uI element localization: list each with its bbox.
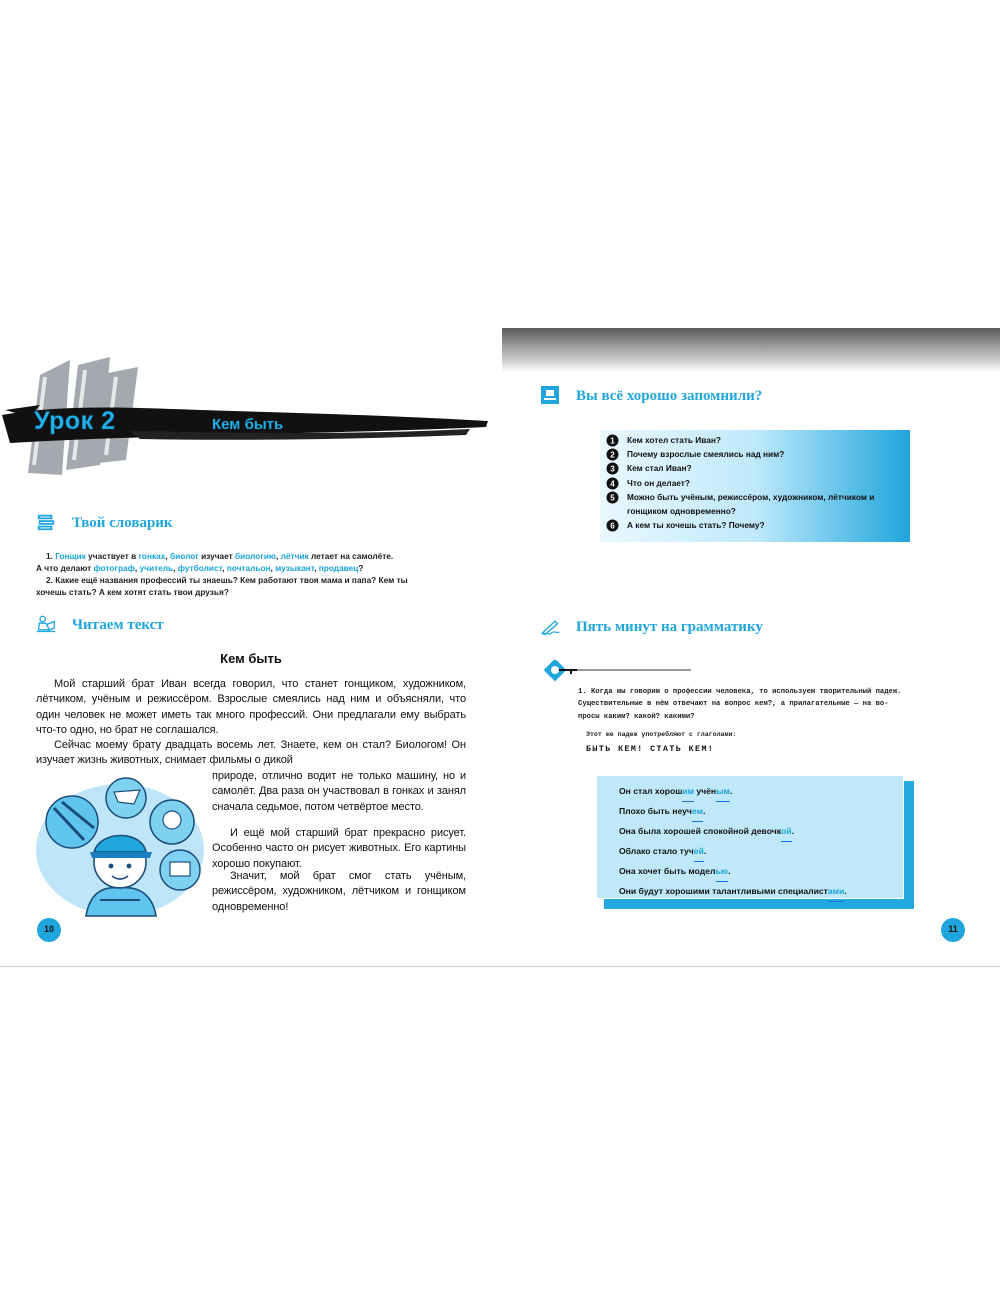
text-run: , <box>173 563 178 573</box>
question-number: 6 <box>610 521 615 531</box>
fill-in-blank[interactable]: им <box>682 782 694 802</box>
fill-in-blank[interactable]: ами <box>828 882 844 902</box>
fill-in-blank[interactable]: ым <box>716 782 730 802</box>
review-question <box>606 518 901 532</box>
question-number-badge <box>606 462 619 475</box>
review-question <box>606 476 901 490</box>
question-number-badge <box>606 448 619 461</box>
highlighted-word: футболист <box>177 563 223 573</box>
fill-in-blank[interactable]: ью <box>716 862 729 882</box>
sentence-text: . <box>702 806 706 816</box>
highlighted-word: продавец <box>318 563 359 573</box>
grammar-sentence <box>619 802 899 822</box>
pen-writing-icon <box>540 617 560 637</box>
question-text: Почему взрослые смеялись над ним? <box>627 449 785 460</box>
fill-in-blank[interactable]: ой <box>781 822 792 842</box>
sentence-text: . <box>791 826 794 836</box>
highlighted-word: музыкант <box>275 563 315 573</box>
vocab-line-3: 2. Какие ещё названия профессий ты знаешь? Кем работают твоя мама и папа? Кем ты <box>46 575 408 585</box>
question-number: 1 <box>610 436 615 446</box>
question-text: А кем ты хочешь стать? Почему? <box>627 520 765 531</box>
grammar-sentence <box>619 882 899 902</box>
question-number: 4 <box>610 478 615 488</box>
text-run: , <box>134 563 140 573</box>
vocab-line-4: хочешь стать? А кем хотят стать твои друзья? <box>36 587 229 597</box>
grammar-sentence <box>619 842 899 862</box>
text-run: , <box>165 551 171 561</box>
text-run: , <box>314 563 319 573</box>
sentence-text: Облако стало туч <box>619 846 694 856</box>
grammar-sentence <box>619 862 899 882</box>
review-question <box>606 447 901 461</box>
reading-paragraph-2-top: Сейчас моему брату двадцать восемь лет. Знаете, кем он стал? Биологом! Он изучает жизнь животных, снимает фильмы о дикой <box>36 739 466 767</box>
sentence-text: . <box>844 886 847 896</box>
sentence-text: . <box>728 866 731 876</box>
highlighted-word: учитель <box>139 563 174 573</box>
question-number: 2 <box>610 450 615 460</box>
grammar-note: Этот же падеж употребляют с глаголами: <box>586 731 737 738</box>
highlighted-word: гонках <box>138 551 166 561</box>
review-question <box>606 433 901 447</box>
text-run: ? <box>358 563 364 573</box>
grammar-sentence <box>619 782 899 802</box>
highlighted-word: биолог <box>170 551 199 561</box>
reading-header: Читаем текст <box>72 617 164 633</box>
page-number-left: 10 <box>36 917 62 943</box>
reading-child-icon <box>36 614 56 634</box>
question-number-badge <box>606 491 619 504</box>
text-run: , <box>276 551 281 561</box>
sentence-text: . <box>729 786 733 796</box>
grammar-rule-line-1: 1. Когда мы говорим о профессии человека, то используем творительный падеж. <box>578 688 902 696</box>
text-run: 1. <box>46 551 56 561</box>
vocab-line-1 <box>36 550 476 562</box>
question-text: Кем стал Иван? <box>627 463 692 474</box>
books-icon <box>36 512 56 532</box>
grammar-sentence <box>619 822 899 842</box>
right-page-header-band <box>502 328 1000 372</box>
question-text: Что он делает? <box>627 477 690 488</box>
vocab-header: Твой словарик <box>72 515 173 531</box>
sentence-text: учён <box>694 786 717 796</box>
text-run: изучает <box>198 551 236 561</box>
grammar-rule-line-2: Существительные в нём отвечают на вопрос кем?, а прилагательные — на во- <box>578 700 889 709</box>
question-number-badge <box>606 519 619 532</box>
grammar-sentences-list <box>619 782 899 902</box>
grammar-verbs: БЫТЬ КЕМ! СТАТЬ КЕМ! <box>586 745 715 754</box>
grammar-exercise-box <box>596 775 904 899</box>
boy-professions-illustration <box>34 770 206 918</box>
reading-paragraph-1: Мой старший брат Иван всегда говорил, что станет гонщиком, художником, лётчиком, учёным и режиссёром. Взрослые смеялись над ним и объясняли, что один человек не может иметь так много профессий. Они предлагали ему выбрать что-то одно, но брат не соглашался. <box>36 678 466 736</box>
review-header: Вы всё хорошо запомнили? <box>576 388 763 404</box>
grammar-header: Пять минут на грамматику <box>576 619 763 635</box>
fill-in-blank[interactable]: ем <box>692 802 703 822</box>
review-questions-box <box>600 430 910 542</box>
highlighted-word: почтальон <box>226 563 271 573</box>
grammar-rule <box>578 686 968 723</box>
vocab-text <box>36 550 476 598</box>
sentence-text: Она была хорошей спокойной девочк <box>619 826 782 836</box>
highlighted-word: биологию <box>235 551 277 561</box>
sentence-text: Плохо быть неуч <box>619 806 692 816</box>
highlighted-word: лётчик <box>280 551 309 561</box>
text-run: , <box>222 563 227 573</box>
lesson-title: Кем быть <box>212 416 284 433</box>
key-icon <box>543 660 693 687</box>
highlighted-word: Гонщик <box>55 551 86 561</box>
reading-title: Кем быть <box>220 651 282 666</box>
question-number-badge <box>606 434 619 447</box>
review-question <box>606 461 901 475</box>
text-run: А что делают <box>36 563 94 573</box>
reading-paragraph-2-rest: природе, отлично водит не только машину, но и самолёт. Два раза он участвовал в гонках и занял сначала седьмое, потом четвёртое место. <box>212 770 466 813</box>
sentence-text: Он стал хорош <box>619 786 683 796</box>
sentence-text: Они будут хорошими талантливыми специалист <box>619 886 828 896</box>
vocab-line-2 <box>36 562 476 574</box>
sentence-text: Она хочет быть модел <box>619 866 716 876</box>
page-number-right: 11 <box>940 917 966 943</box>
lesson-banner <box>0 355 500 480</box>
question-number: 3 <box>610 464 615 474</box>
sentence-text: . <box>703 846 707 856</box>
reading-paragraph-4: Значит, мой брат смог стать учёным, режиссёром, художником, лётчиком и гонщиком одновременно! <box>212 870 466 913</box>
checkbox-icon <box>540 385 560 405</box>
fill-in-blank[interactable]: ей <box>694 842 704 862</box>
text-run: летает на самолёте. <box>308 551 394 561</box>
review-question <box>606 490 901 518</box>
text-run: , <box>270 563 276 573</box>
question-number: 5 <box>610 493 615 503</box>
question-number-badge <box>606 477 619 490</box>
lesson-label: Урок 2 <box>34 407 116 435</box>
page-bottom-divider <box>0 966 1000 967</box>
text-run: участвует в <box>85 551 139 561</box>
grammar-rule-line-3: просы каким? какой? какими? <box>578 712 695 721</box>
question-text: Можно быть учёным, режиссёром, художником, лётчиком и гонщиком одновременно? <box>627 491 875 517</box>
review-questions-list <box>606 433 901 532</box>
question-text: Кем хотел стать Иван? <box>627 435 721 445</box>
highlighted-word: фотограф <box>93 563 135 573</box>
reading-paragraph-3: И ещё мой старший брат прекрасно рисует. Особенно часто он рисует животных. Его картины хорошо покупают. <box>212 827 466 870</box>
